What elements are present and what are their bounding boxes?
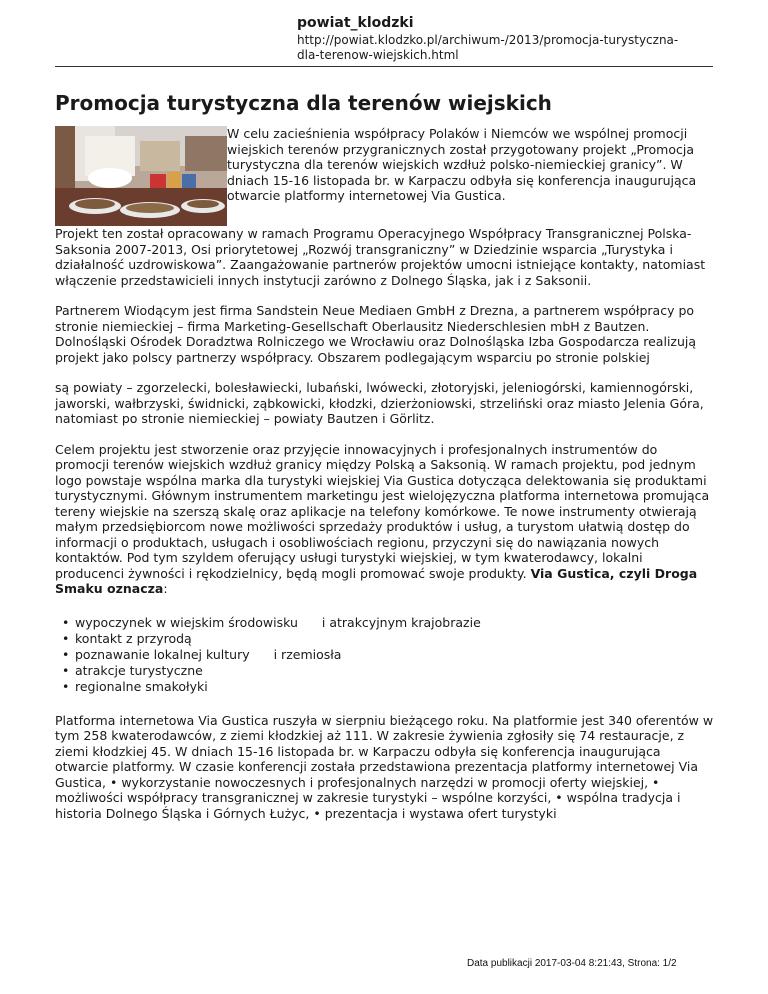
- via-gustica-heading: Via Gustica, czyli Droga Smaku oznacza: [55, 565, 698, 596]
- article-photo: [55, 126, 227, 226]
- list-item: [75, 647, 715, 663]
- paragraph-goal: [55, 442, 715, 597]
- article-body: [55, 126, 715, 836]
- list-item: [75, 663, 715, 679]
- list-item-extra: i atrakcyjnym krajobrazie: [321, 614, 481, 630]
- list-item-text: wypoczynek w wiejskim środowisku: [75, 614, 298, 630]
- list-item: [75, 679, 715, 695]
- list-item-extra: i rzemiosła: [273, 646, 342, 662]
- conference-table-photo: [55, 126, 227, 226]
- site-name: powiat_klodzki: [297, 15, 414, 31]
- list-item-text: atrakcje turystyczne: [75, 662, 203, 678]
- list-item-text: kontakt z przyrodą: [75, 630, 192, 646]
- paragraph-intro-text: W celu zacieśnienia współpracy Polaków i Niemców we wspólnej promocji wiejskich terenów przygranicznych został przygotowany projekt „Promocja turystyczna dla terenów wiejskich wzdłuż polsko-niemieckiej granicy”. W dniach 15-16 listopada br. w Karpaczu odbyła się konferencja inaugurująca otwarcie platformy internetowej Via Gustica.: [227, 126, 697, 203]
- source-url-line-1[interactable]: http://powiat.klodzko.pl/archiwum-/2013/promocja-turystyczna-: [297, 33, 679, 47]
- paragraph-platform: Platforma internetowa Via Gustica ruszyła w sierpniu bieżącego roku. Na platformie jest 340 oferentów w tym 258 kwaterodawców, z ziemi kłodzkiej aż 111. W zakresie żywienia zgłosiły się 74 restauracje, z ziemi kłodzkiej 45. W dniach 15-16 listopada br. w Karpaczu odbyła się konferencja inaugurująca otwarcie platformy. W czasie konferencji została przedstawiona prezentacja platformy internetowej Via Gustica, • wykorzystanie nowoczesnych i profesjonalnych narzędzi w promocji oferty wiejskiej, • możliwości współpracy transgranicznej w zakresie turystyki – wspólne korzyści, • wspólna tradycja i historia Dolnego Śląska i Górnych Łużyc, • prezentacja i wystawa ofert turystyki: [55, 712, 714, 821]
- paragraph-program: Projekt ten został opracowany w ramach Programu Operacyjnego Współpracy Transgranicznej Polska-Saksonia 2007-2013, Osi priorytetowej „Rozwój transgraniczny” w Dziedzinie wsparcia „Turystyka i działalność uzdrowiskowa”. Zaangażowanie partnerów projektów umocni istniejące kontakty, natomiast włączenie przedstawicieli innych instytucji zarówno z Dolnego Śląska, jak i z Saksonii.: [55, 226, 706, 288]
- list-item-text: poznawanie lokalnej kultury: [75, 646, 250, 662]
- via-gustica-list: [55, 615, 715, 695]
- source-url-line-2[interactable]: dla-terenow-wiejskich.html: [297, 48, 459, 62]
- page-footer: Data publikacji 2017-03-04 8:21:43, Strona: 1/2: [467, 958, 677, 969]
- paragraph-goal-text: Celem projektu jest stworzenie oraz przyjęcie innowacyjnych i profesjonalnych instrumentów do promocji terenów wiejskich wzdłuż granicy między Polską a Saksonią. W ramach projektu, pod jednym logo powstaje wspólna marka dla turystyki wiejskiej Via Gustica dotycząca delektowania się produktami turystycznymi. Głównym instrumentem marketingu jest wielojęzyczna platforma internetowa promująca tereny wiejskie na szerszą skalę oraz aplikacje na telefony komórkowe. Te nowe instrumenty otwierają małym przedsiębiorcom nowe możliwości sprzedaży produktów i usług, a turystom ułatwią dostęp do informacji o produktach, usługach i osobliwościach regionu, przyczyni się do nawiązania nowych kontaktów. Pod tym szyldem oferujący usługi turystyki wiejskiej, w tym kwaterodawcy, lokalni producenci żywności i rękodzielnicy, będą mogli promować swoje produkty.: [55, 441, 710, 581]
- list-item: [75, 615, 715, 631]
- paragraph-partners: Partnerem Wiodącym jest firma Sandstein Neue Mediaen GmbH z Drezna, a partnerem współpracy po stronie niemieckiej – firma Marketing-Gesellschaft Oberlausitz Niederschlesien mbH z Bautzen. Dolnośląski Ośrodek Doradztwa Rolniczego we Wrocławiu oraz Dolnośląska Izba Gospodarcza realizują projekt jako polscy partnerzy współpracy. Obszarem podlegającym wsparciu po stronie polskiej: [55, 303, 697, 365]
- list-item-text: regionalne smakołyki: [75, 678, 208, 694]
- paragraph-districts: są powiaty – zgorzelecki, bolesławiecki, lubański, lwówecki, złotoryjski, jeleniogórski, kamiennogórski, jaworski, wałbrzyski, świdnicki, ząbkowicki, kłodzki, dzierżoniowski, strzeliński oraz miasto Jelenia Góra, natomiast po stronie niemieckiej – powiaty Bautzen i Görlitz.: [55, 380, 704, 426]
- list-item: [75, 631, 715, 647]
- article-title: Promocja turystyczna dla terenów wiejskich: [55, 91, 552, 115]
- via-gustica-colon: :: [163, 581, 168, 596]
